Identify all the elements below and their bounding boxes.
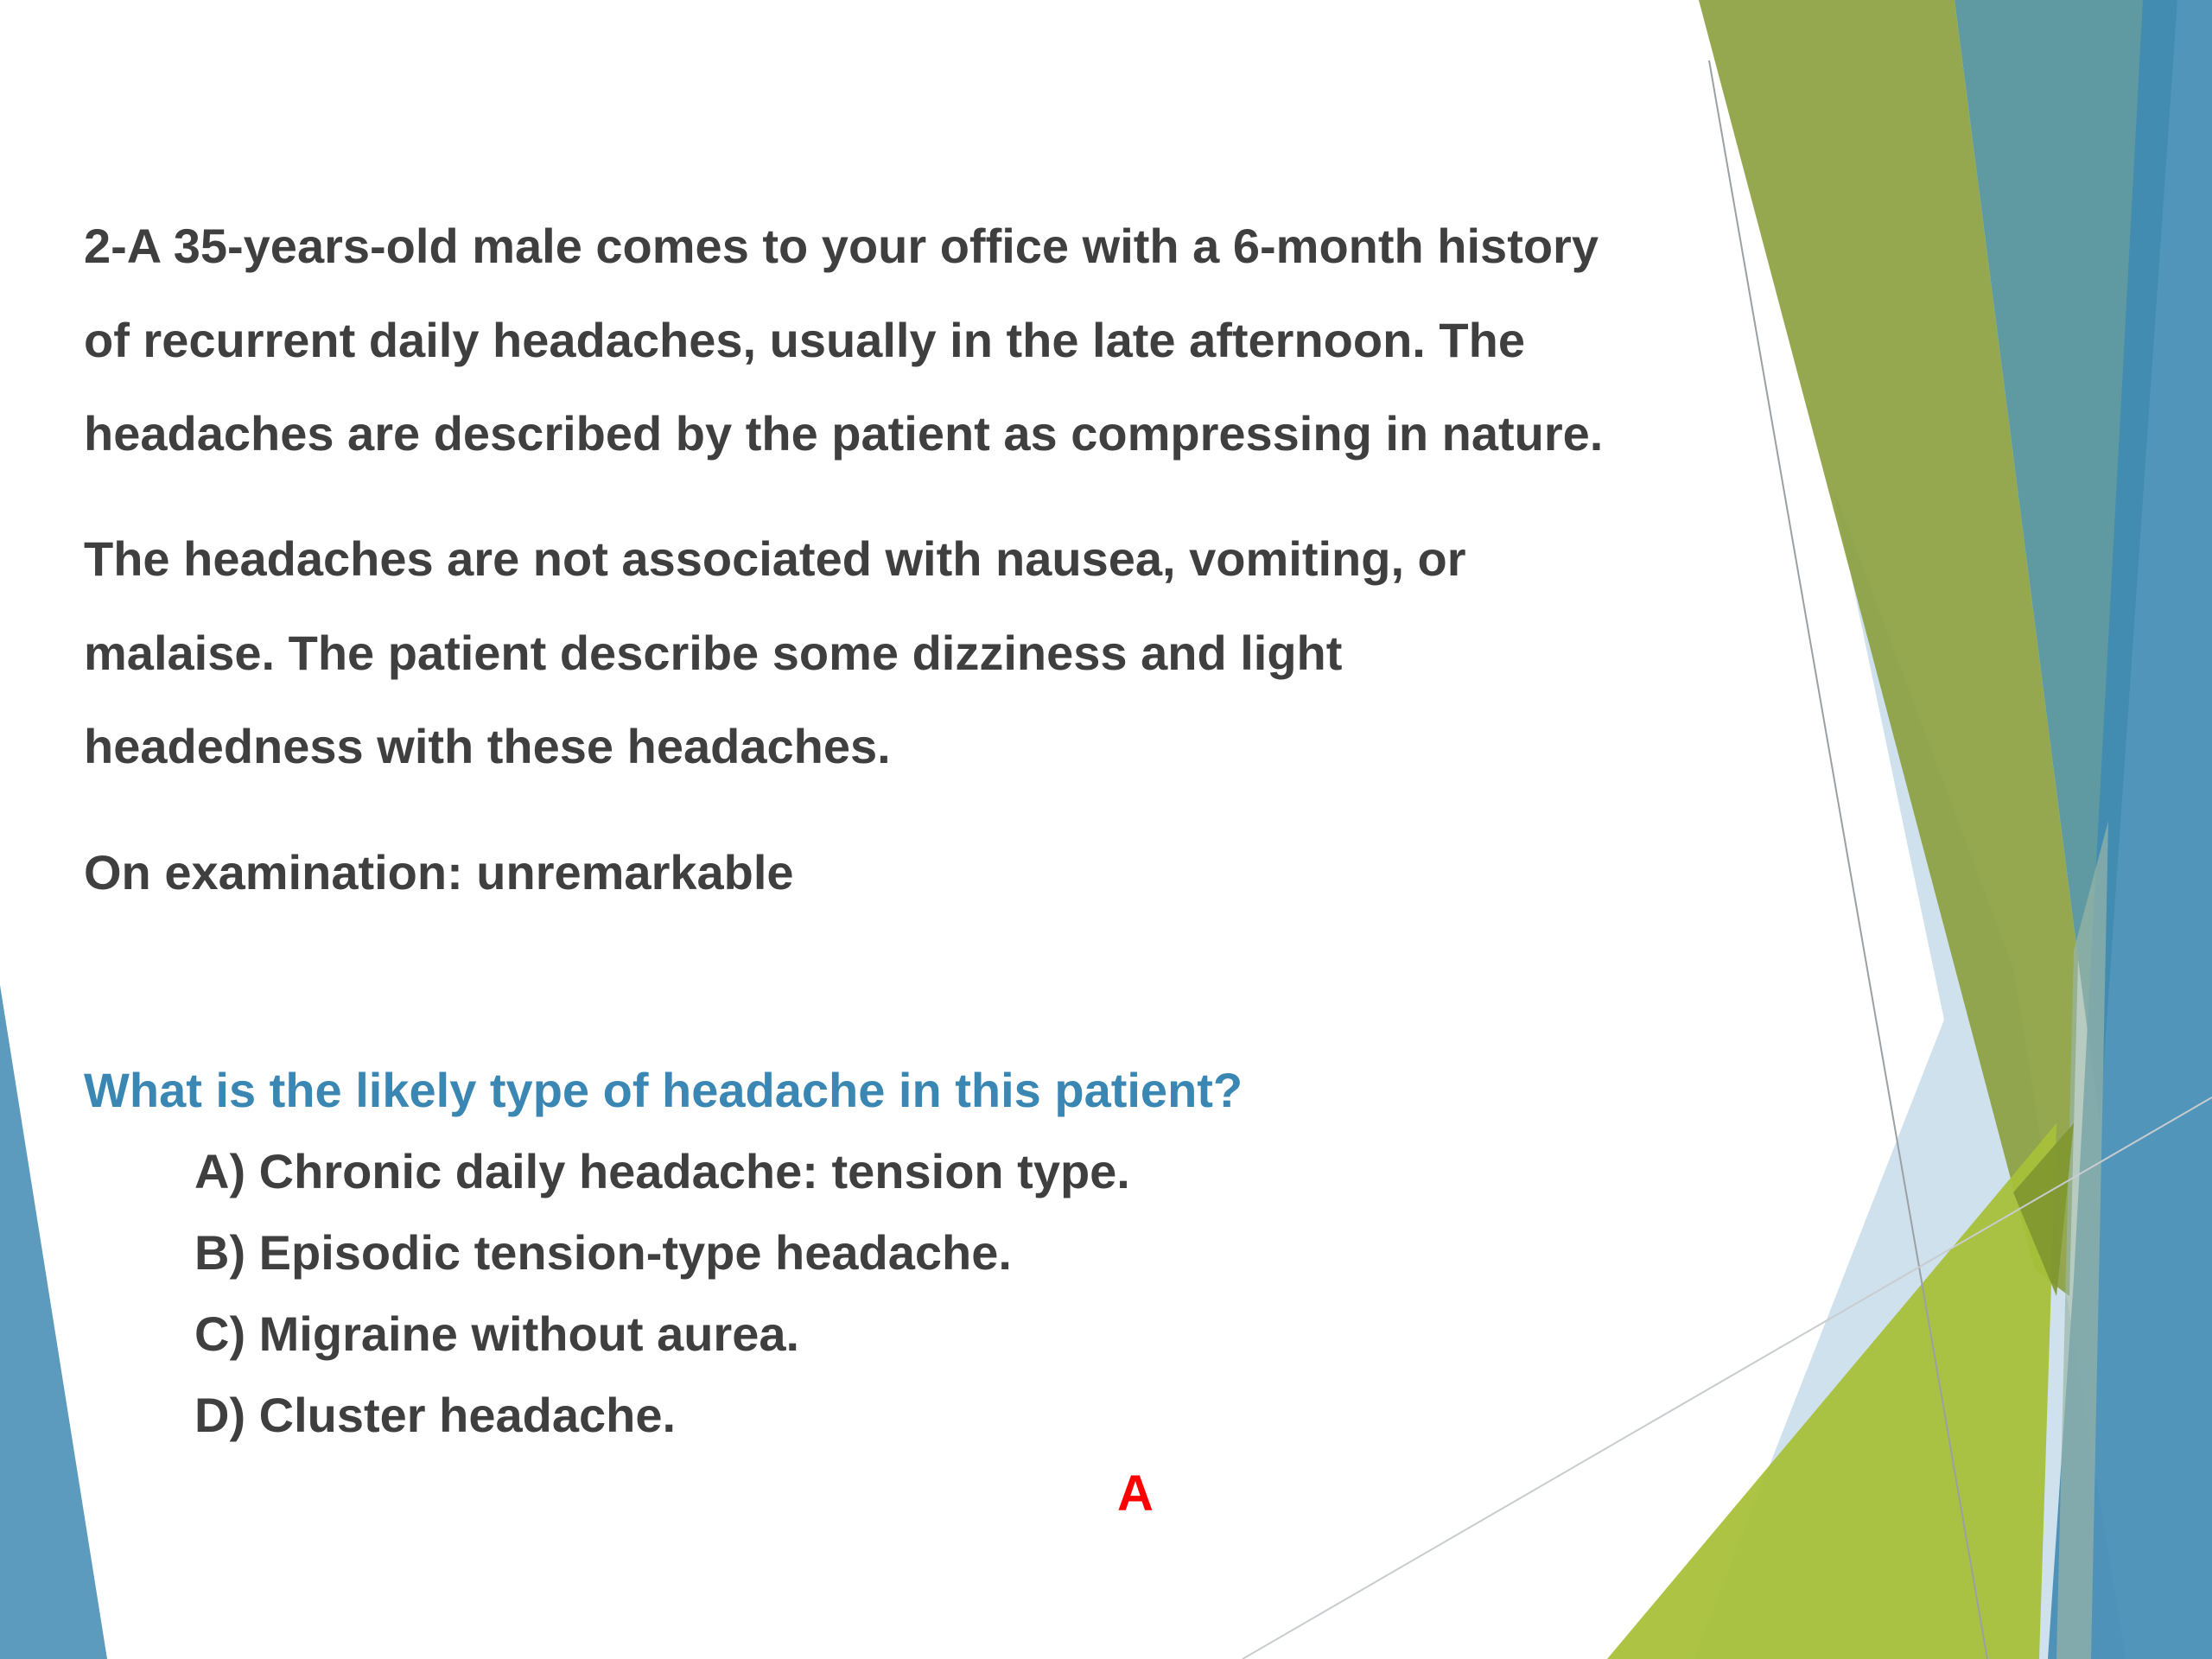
answer-label: A: [1117, 1465, 1154, 1522]
option-a: A) Chronic daily headache: tension type.: [194, 1144, 1130, 1198]
examination-line: On examination: unremarkable: [84, 845, 794, 899]
case-line-1: 2-A 35-years-old male comes to your office with a 6-month history: [84, 219, 1599, 273]
option-b: B) Episodic tension-type headache.: [194, 1225, 1012, 1280]
case-line-4: The headaches are not associated with nausea, vomiting, or: [84, 531, 1466, 586]
case-line-3: headaches are described by the patient as compressing in nature.: [84, 406, 1604, 461]
lime-triangle: [1607, 1123, 2056, 1659]
case-line-5: malaise. The patient describe some dizziness and light: [84, 626, 1343, 680]
case-line-6: headedness with these headaches.: [84, 719, 891, 773]
case-line-2: of recurrent daily headaches, usually in the late afternoon. The: [84, 313, 1525, 367]
option-c: C) Migraine without aurea.: [194, 1306, 800, 1361]
option-d: D) Cluster headache.: [194, 1388, 677, 1442]
question-text: What is the likely type of headache in this patient?: [84, 1063, 1243, 1117]
